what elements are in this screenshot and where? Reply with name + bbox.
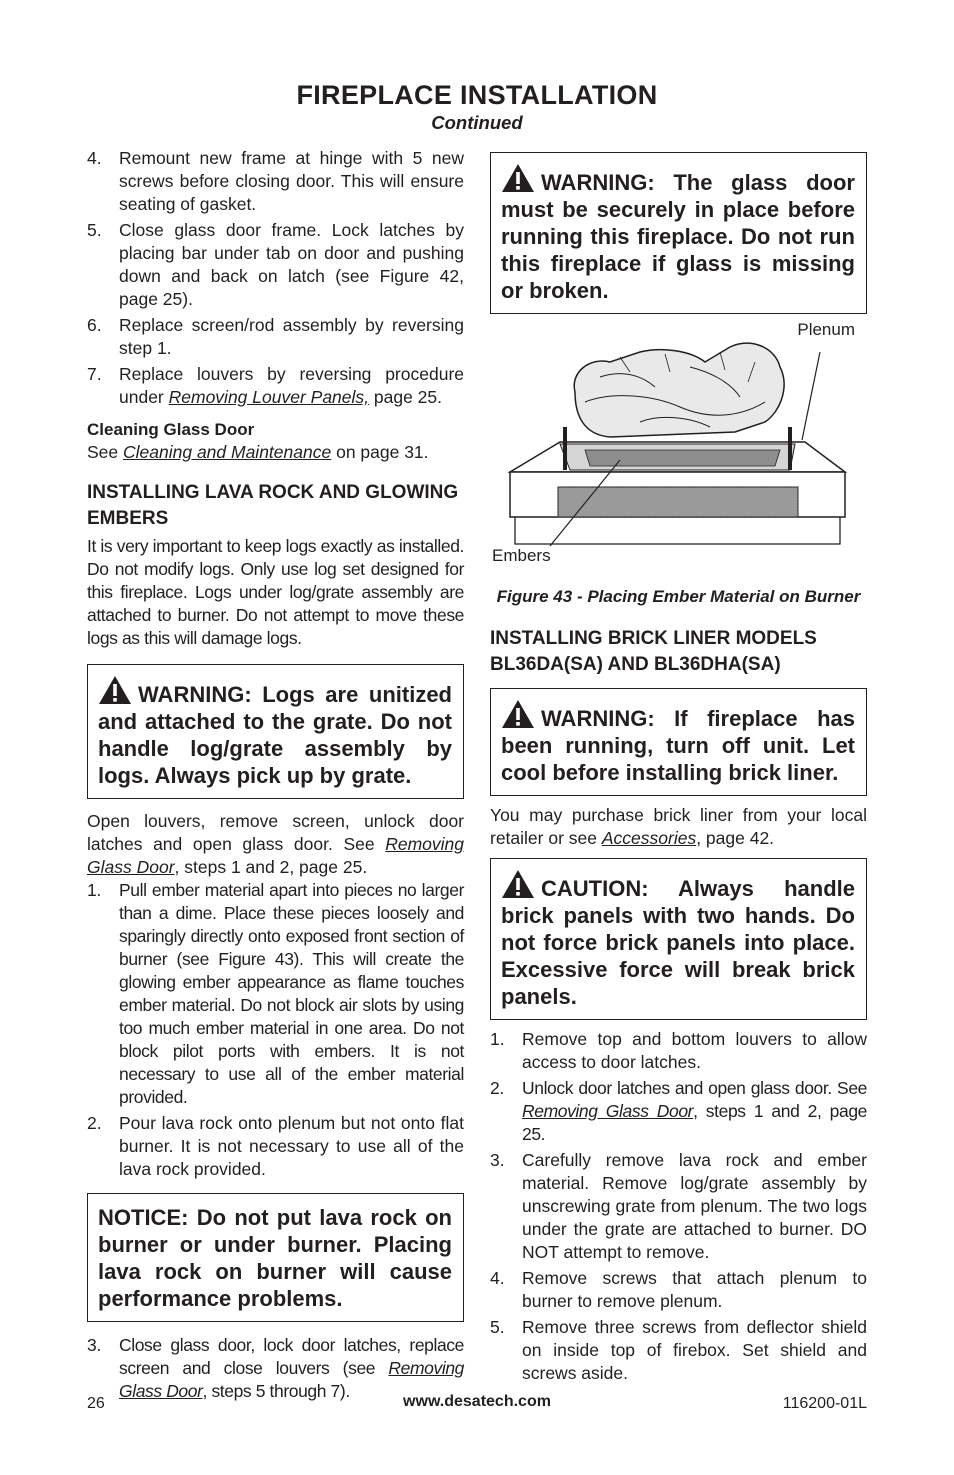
step-text: Pull ember material apart into pieces no larger than a dime. Place these pieces loosely and sparingly directly onto exposed front section of burner (see Figure 43). This will create the glowing ember appearance as flame touches ember material. Do not block air slots by using too much ember material in one area. Do not block pilot ports with embers. It is not necessary to use all of the ember material provided. — [119, 880, 464, 1107]
list-item — [87, 147, 464, 216]
left-column — [87, 147, 464, 1406]
step-number: 2. — [490, 1078, 504, 1098]
cleaning-paragraph — [87, 441, 464, 464]
paragraph-text: , steps 1 and 2, page 25. — [174, 857, 368, 877]
lava-rock-heading: INSTALLING LAVA ROCK AND GLOWING EMBERS — [87, 482, 459, 529]
step-number: 6. — [87, 315, 102, 335]
paragraph-text: Open louvers, remove screen, unlock door latches and open glass door. See — [87, 811, 464, 854]
burner-drawing — [490, 332, 867, 572]
step-number: 3. — [490, 1150, 505, 1170]
step-number: 2. — [87, 1113, 102, 1133]
notice-box — [87, 1193, 464, 1322]
step-number: 7. — [87, 364, 102, 384]
step-number: 1. — [490, 1029, 505, 1049]
warning-icon — [501, 869, 535, 899]
page-subtitle: Continued — [431, 112, 523, 133]
warning-box-brick — [490, 688, 867, 796]
open-louvers-paragraph — [87, 810, 464, 879]
step-number: 5. — [490, 1317, 505, 1337]
accessories-link[interactable]: Accessories — [601, 828, 697, 848]
paragraph-text: on page 31. — [331, 442, 429, 462]
list-item — [87, 219, 464, 311]
list-item — [87, 879, 464, 1109]
warning-box-logs — [87, 664, 464, 799]
step-text: page 25. — [369, 387, 442, 407]
step-text: Remount new frame at hinge with 5 new screws before closing door. This will ensure seating of gasket. — [119, 148, 464, 214]
step-text: Unlock door latches and open glass door. See — [522, 1078, 867, 1098]
step-text: , steps 5 through 7). — [202, 1381, 350, 1401]
step-text: Remove top and bottom louvers to allow access to door latches. — [522, 1029, 867, 1072]
caution-box — [490, 858, 867, 1020]
step-text: Remove screws that attach plenum to burner to remove plenum. — [522, 1268, 867, 1311]
page-number: 26 — [87, 1395, 105, 1412]
step-number: 5. — [87, 220, 102, 240]
warning-text: WARNING: If fireplace has been running, turn off unit. Let cool before installing brick liner. — [501, 706, 855, 785]
brick-liner-heading: INSTALLING BRICK LINER MODELS BL36DA(SA) AND BL36DHA(SA) — [490, 628, 817, 675]
embers-label: Embers — [492, 546, 551, 565]
removing-louver-panels-link[interactable]: Removing Louver Panels, — [168, 387, 370, 407]
list-item — [87, 1112, 464, 1181]
list-item — [490, 1267, 867, 1313]
removing-glass-door-link[interactable]: Removing Glass Door — [87, 834, 464, 877]
warning-icon — [98, 675, 132, 705]
warning-text: WARNING: Logs are unitized and attached to the grate. Do not handle log/grate assembly by logs. Always pick up by grate. — [98, 682, 452, 788]
list-item — [490, 1028, 867, 1074]
website-url[interactable]: www.desatech.com — [403, 1393, 551, 1410]
page-title: FIREPLACE INSTALLATION — [296, 80, 658, 110]
removing-glass-door-link[interactable]: Removing Glass Door — [119, 1358, 464, 1401]
list-item — [490, 1077, 867, 1146]
caution-text: CAUTION: Always handle brick panels with two hands. Do not force brick panels into place. Excessive force will break brick panels. — [501, 876, 855, 1009]
purchase-paragraph — [490, 804, 867, 850]
figure-43-illustration — [490, 320, 867, 572]
lava-intro-paragraph: It is very important to keep logs exactly as installed. Do not modify logs. Only use log set designed for this fireplace. Logs under log/grate assembly are attached to burner. Do not attempt to move these logs as this will damage logs. — [87, 536, 464, 648]
step-number: 1. — [87, 880, 101, 900]
paragraph-text: , page 42. — [696, 828, 775, 848]
warning-box-glass — [490, 152, 867, 314]
warning-icon — [501, 699, 535, 729]
paragraph-text: You may purchase brick liner from your local retailer or see — [490, 805, 867, 848]
notice-text: NOTICE: Do not put lava rock on burner or under burner. Placing lava rock on burner will cause performance problems. — [98, 1205, 452, 1311]
brick-steps-list — [490, 1028, 867, 1385]
list-item — [490, 1149, 867, 1264]
list-item — [87, 363, 464, 409]
step-number: 4. — [490, 1268, 505, 1288]
step-text: Carefully remove lava rock and ember material. Remove log/grate assembly by unscrewing grate from plenum. The two logs under the grate are attached to burner. DO NOT attempt to remove. — [522, 1150, 867, 1262]
step-text: Pour lava rock onto plenum but not onto flat burner. It is not necessary to use all of the lava rock provided. — [119, 1113, 464, 1179]
cleaning-glass-door-heading: Cleaning Glass Door — [87, 420, 255, 439]
cleaning-maintenance-link[interactable]: Cleaning and Maintenance — [123, 442, 332, 462]
figure-caption: Figure 43 - Placing Ember Material on Burner — [496, 587, 861, 606]
warning-text: WARNING: The glass door must be securely in place before running this fireplace. Do not run this fireplace if glass is missing or broken. — [501, 170, 855, 303]
right-column — [490, 152, 867, 1388]
step-number: 4. — [87, 148, 102, 168]
step-text: Close glass door frame. Lock latches by placing bar under tab on door and pushing down and back on latch (see Figure 42, page 25). — [119, 220, 464, 309]
document-code: 116200-01L — [782, 1395, 867, 1412]
step-text: Close glass door, lock door latches, replace screen and close louvers (see — [119, 1335, 464, 1378]
step-text: , steps 1 and 2, page 25. — [522, 1101, 867, 1144]
plenum-label: Plenum — [797, 320, 855, 339]
step-text: Replace screen/rod assembly by reversing step 1. — [119, 315, 464, 358]
warning-icon — [501, 163, 535, 193]
step-text: Remove three screws from deflector shield on inside top of firebox. Set shield and screws aside. — [522, 1317, 867, 1383]
removing-glass-door-link[interactable]: Removing Glass Door — [522, 1101, 694, 1121]
list-item — [87, 314, 464, 360]
list-item — [490, 1316, 867, 1385]
step-text: Replace louvers by reversing procedure under — [119, 364, 464, 407]
paragraph-text: See — [87, 442, 123, 462]
step-number: 3. — [87, 1335, 101, 1355]
